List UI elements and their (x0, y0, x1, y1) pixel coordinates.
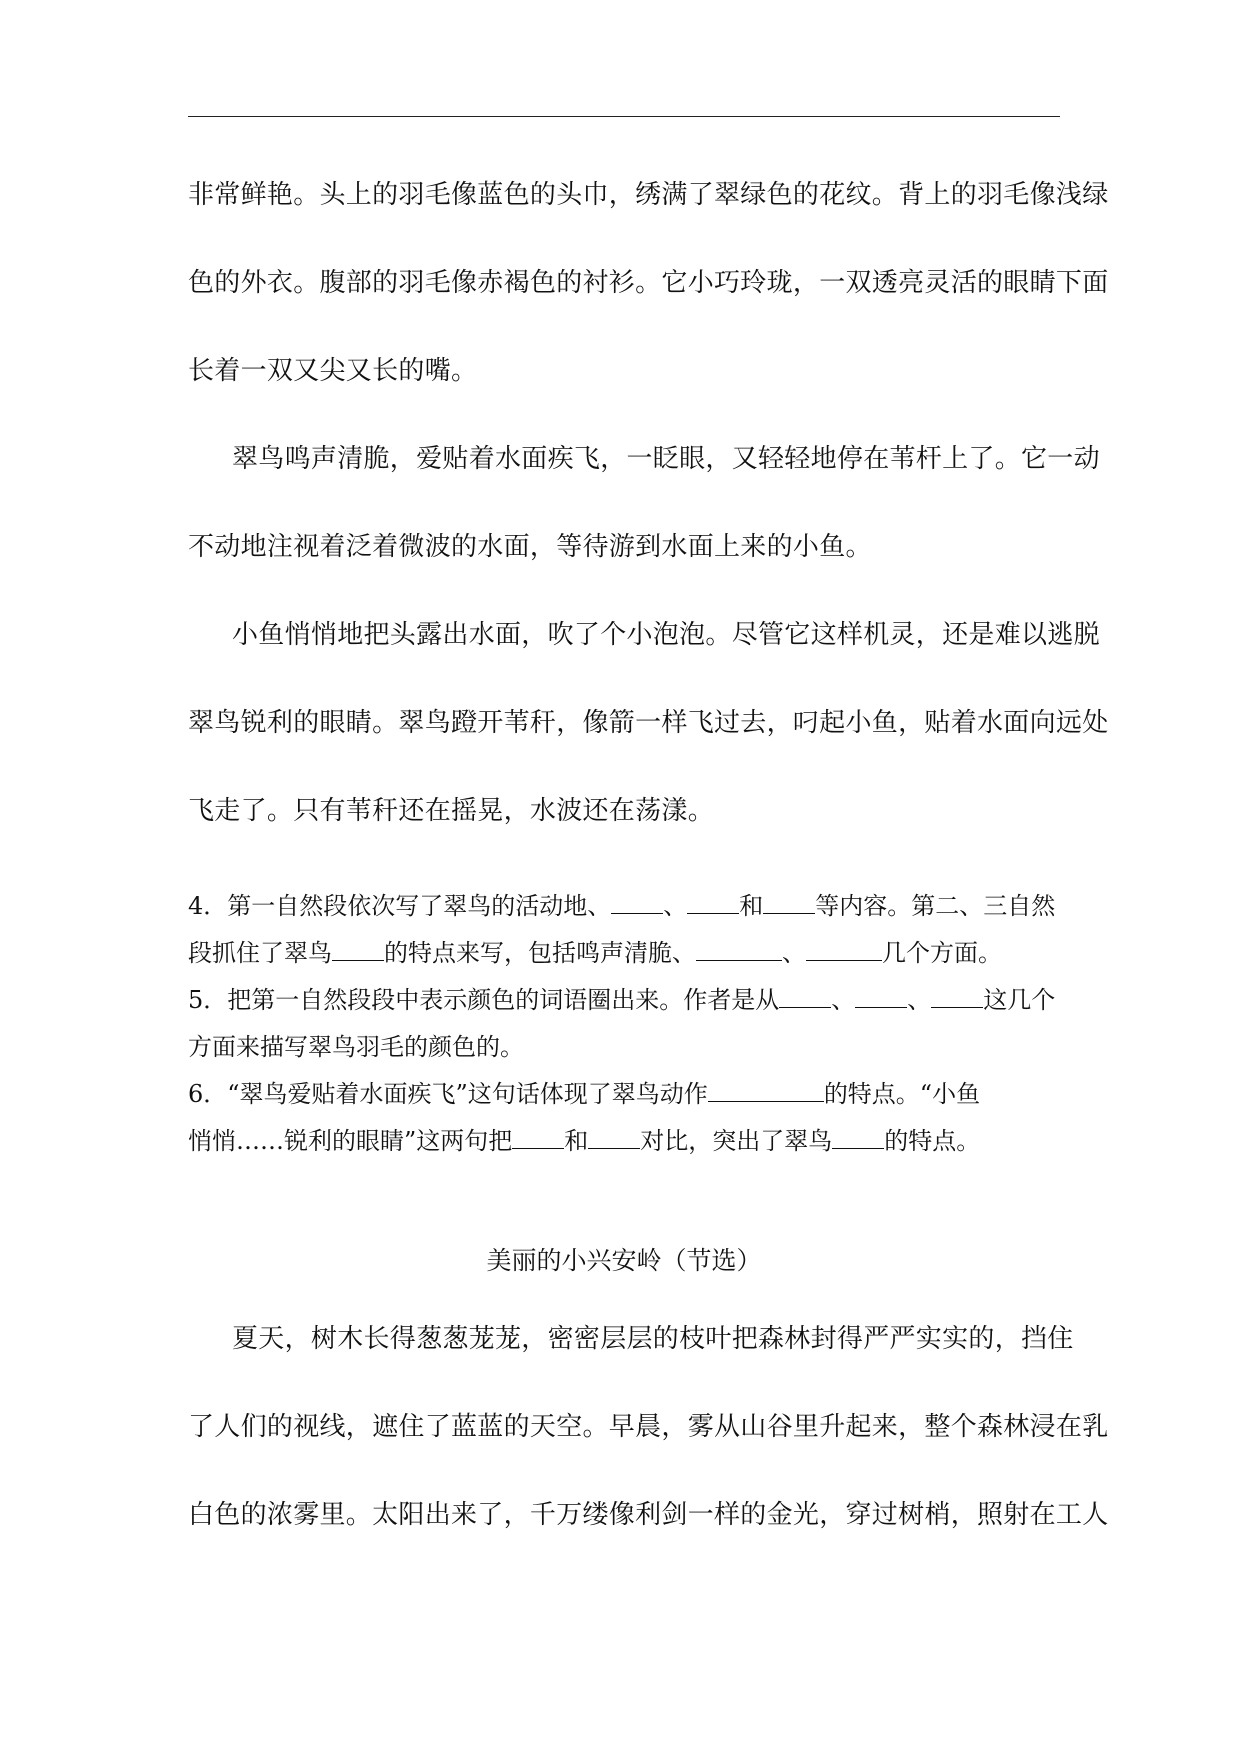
passage-line: 白色的浓雾里。太阳出来了，千万缕像利剑一样的金光，穿过树梢，照射在工人 (188, 1500, 1109, 1530)
passage-line: 小鱼悄悄地把头露出水面，吹了个小泡泡。尽管它这样机灵，还是难以逃脱 (232, 620, 1100, 650)
answer-blank[interactable] (806, 938, 882, 961)
answer-blank[interactable] (832, 1126, 884, 1149)
passage-line: 长着一双又尖又长的嘴。 (188, 356, 478, 386)
passage-line: 了人们的视线，遮住了蓝蓝的天空。早晨，雾从山谷里升起来，整个森林浸在乳 (188, 1412, 1109, 1442)
passage-line: 不动地注视着泛着微波的水面，等待游到水面上来的小鱼。 (188, 532, 872, 562)
passage-line: 翠鸟鸣声清脆，爱贴着水面疾飞，一眨眼，又轻轻地停在苇杆上了。它一动 (232, 444, 1100, 474)
passage-title: 美丽的小兴安岭（节选） (486, 1246, 762, 1275)
answer-blank[interactable] (332, 938, 384, 961)
answer-blank[interactable] (687, 891, 739, 914)
question-4-line-1: 4．第一自然段依次写了翠鸟的活动地、 、 和 等内容。第二、三自然 (188, 892, 1056, 920)
passage-line: 翠鸟锐利的眼睛。翠鸟蹬开苇秆，像箭一样飞过去，叼起小鱼，贴着水面向远处 (188, 708, 1109, 738)
answer-blank[interactable] (588, 1126, 640, 1149)
question-5-line-2: 方面来描写翠鸟羽毛的颜色的。 (188, 1033, 524, 1061)
answer-blank[interactable] (855, 985, 907, 1008)
question-4-line-2: 段抓住了翠鸟 的特点来写，包括鸣声清脆、 、 几个方面。 (188, 939, 1002, 967)
header-rule (188, 116, 1060, 117)
passage-line: 夏天，树木长得葱葱茏茏，密密层层的枝叶把森林封得严严实实的，挡住 (232, 1324, 1074, 1354)
passage-line: 飞走了。只有苇秆还在摇晃，水波还在荡漾。 (188, 796, 715, 826)
question-6-line-1: 6．“翠鸟爱贴着水面疾飞”这句话体现了翠鸟动作 的特点。“小鱼 (188, 1080, 981, 1108)
answer-blank[interactable] (696, 938, 782, 961)
answer-blank[interactable] (512, 1126, 564, 1149)
passage-line: 色的外衣。腹部的羽毛像赤褐色的衬衫。它小巧玲珑，一双透亮灵活的眼睛下面 (188, 268, 1109, 298)
question-6-line-2: 悄悄……锐利的眼睛”这两句把 和 对比，突出了翠鸟 的特点。 (188, 1127, 981, 1155)
question-5-line-1: 5．把第一自然段段中表示颜色的词语圈出来。作者是从 、 、 这几个 (188, 986, 1056, 1014)
answer-blank[interactable] (611, 891, 663, 914)
answer-blank[interactable] (763, 891, 815, 914)
answer-blank[interactable] (931, 985, 983, 1008)
answer-blank[interactable] (708, 1079, 824, 1102)
answer-blank[interactable] (779, 985, 831, 1008)
passage-line: 非常鲜艳。头上的羽毛像蓝色的头巾，绣满了翠绿色的花纹。背上的羽毛像浅绿 (188, 180, 1109, 210)
